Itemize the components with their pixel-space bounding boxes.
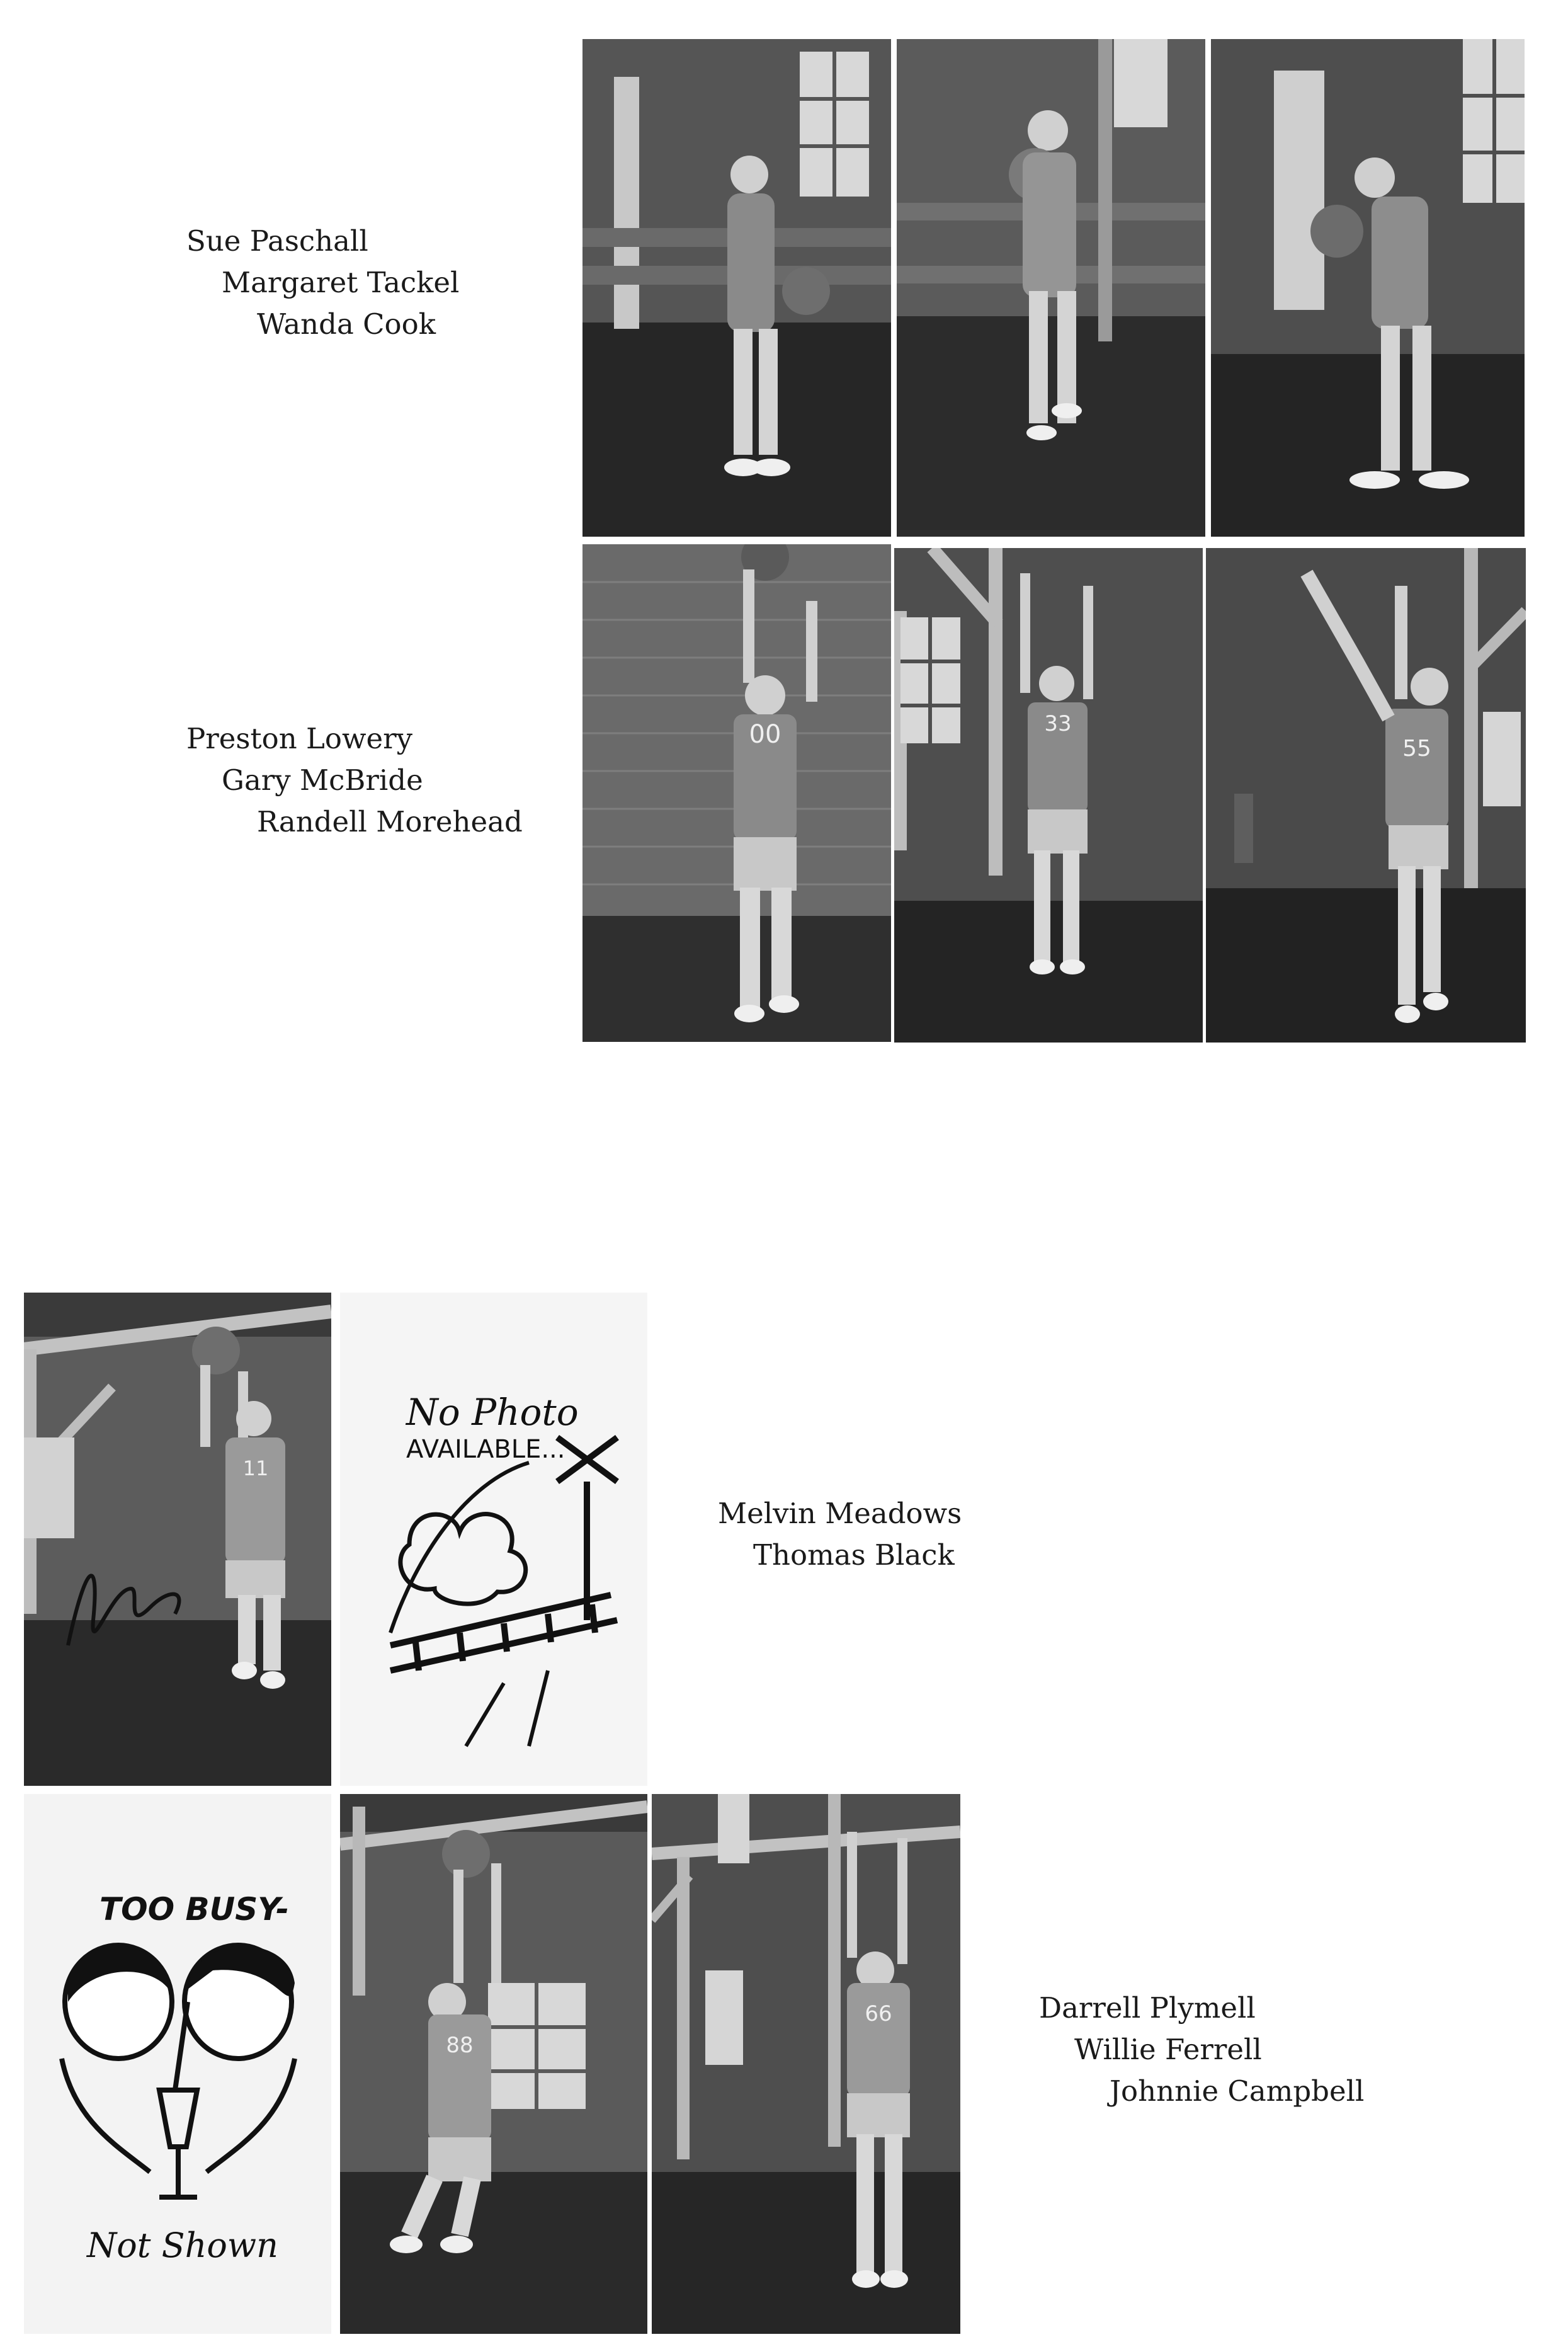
names-meadows-black (718, 1493, 962, 1576)
jersey-number-campbell: 66 (865, 2001, 892, 2026)
names-boys (186, 718, 523, 843)
name-randell-morehead: Randell Morehead (257, 805, 523, 838)
name-sue-paschall: Sue Paschall (186, 224, 368, 258)
too-busy-text: TOO BUSY- (99, 1891, 289, 1928)
names-girls (186, 220, 459, 345)
name-gary-mcbride: Gary McBride (222, 763, 423, 797)
photo-melvin-meadows (24, 1293, 331, 1786)
too-busy-cartoon (24, 1794, 331, 2334)
no-photo-available-cartoon (340, 1293, 647, 1786)
photo-preston-lowery (582, 544, 891, 1042)
jersey-number-mcbride: 33 (1044, 711, 1072, 736)
photo-johnnie-campbell (652, 1794, 960, 2334)
photo-willie-ferrell (340, 1794, 647, 2334)
jersey-number-lowery: 00 (749, 720, 781, 749)
name-melvin-meadows: Melvin Meadows (718, 1497, 962, 1530)
jersey-number-meadows: 11 (242, 1456, 269, 1480)
name-darrell-plymell: Darrell Plymell (1039, 1991, 1256, 2025)
photo-randell-morehead (1206, 548, 1526, 1043)
names-plymell-group (1039, 1987, 1364, 2112)
not-shown-text: Not Shown (87, 2226, 278, 2265)
jersey-number-ferrell: 88 (446, 2033, 474, 2058)
photo-sue-paschall (582, 39, 891, 537)
name-wanda-cook: Wanda Cook (257, 307, 436, 341)
photo-gary-mcbride (894, 548, 1203, 1043)
available-text: AVAILABLE... (406, 1435, 565, 1464)
photo-wanda-cook (1211, 39, 1525, 537)
name-johnnie-campbell: Johnnie Campbell (1110, 2074, 1365, 2108)
name-thomas-black: Thomas Black (753, 1538, 955, 1572)
photo-margaret-tackel (897, 39, 1205, 537)
name-preston-lowery: Preston Lowery (186, 722, 413, 755)
jersey-number-morehead: 55 (1402, 736, 1431, 762)
name-willie-ferrell: Willie Ferrell (1074, 2033, 1262, 2066)
name-margaret-tackel: Margaret Tackel (222, 266, 460, 299)
no-photo-text: No Photo (406, 1391, 579, 1434)
